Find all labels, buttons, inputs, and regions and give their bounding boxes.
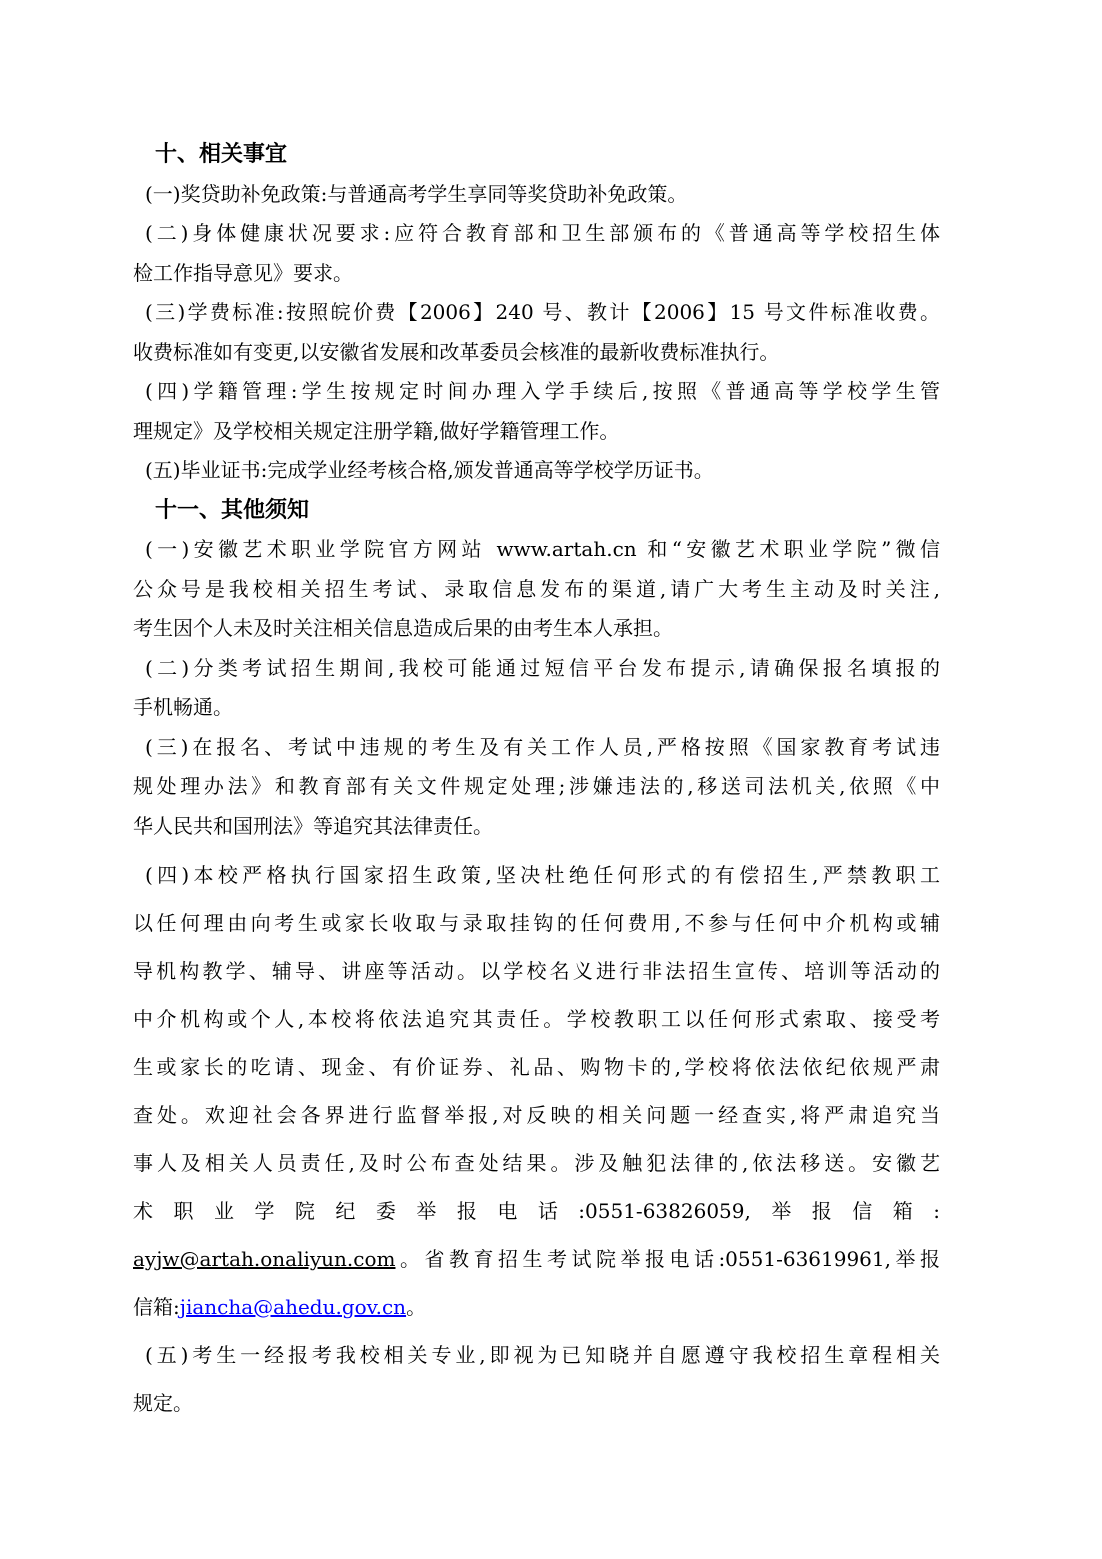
- text-line: (二)身体健康状况要求:应符合教育部和卫生部颁布的《普通高等学校招生体: [145, 221, 940, 245]
- text-line: 以任何理由向考生或家长收取与录取挂钩的任何费用,不参与任何中介机构或辅: [133, 911, 940, 935]
- section-ten-heading: 十、相关事宜: [155, 142, 288, 167]
- paragraph-eleven-5: [133, 1331, 940, 1427]
- paragraph-ten-1: [133, 175, 940, 215]
- text-line: 导机构教学、辅导、讲座等活动。以学校名义进行非法招生宣传、培训等活动的: [133, 959, 940, 983]
- text-line: (一)奖贷助补免政策:与普通高考学生享同等奖贷助补免政策。: [145, 181, 688, 206]
- paragraph-eleven-4: [133, 851, 940, 1331]
- email-link-ayjw[interactable]: ayjw@artah.onaliyun.com: [133, 1247, 396, 1271]
- text-line: 生或家长的吃请、现金、有价证券、礼品、购物卡的,学校将依法依纪依规严肃: [133, 1055, 940, 1079]
- text-line: (三)学费标准:按照皖价费【2006】240 号、教计【2006】15 号文件标准收费。: [145, 300, 940, 324]
- text-line: 考生因个人未及时关注相关信息造成后果的由考生本人承担。: [133, 616, 673, 640]
- text-line: 规处理办法》和教育部有关文件规定处理;涉嫌违法的,移送司法机关,依照《中: [133, 774, 940, 798]
- paragraph-eleven-3: [133, 728, 940, 847]
- text-line: 中介机构或个人,本校将依法追究其责任。学校教职工以任何形式索取、接受考: [133, 1007, 940, 1031]
- text-segment: 。: [406, 1295, 427, 1319]
- text-line: 收费标准如有变更,以安徽省发展和改革委员会核准的最新收费标准执行。: [133, 339, 780, 364]
- text-line: 手机畅通。: [133, 695, 233, 719]
- text-line: (二)分类考试招生期间,我校可能通过短信平台发布提示,请确保报名填报的: [145, 655, 940, 680]
- text-line: 理规定》及学校相关规定注册学籍,做好学籍管理工作。: [133, 418, 620, 443]
- document-content: [133, 135, 940, 1427]
- text-line: 公众号是我校相关招生考试、录取信息发布的渠道,请广大考生主动及时关注,: [133, 576, 940, 601]
- text-line: 事人及相关人员责任,及时公布查处结果。涉及触犯法律的,依法移送。安徽艺: [133, 1151, 940, 1175]
- text-line: (五)考生一经报考我校相关专业,即视为已知晓并自愿遵守我校招生章程相关: [145, 1343, 940, 1367]
- text-line: 检工作指导意见》要求。: [133, 260, 353, 285]
- text-line: (一)安徽艺术职业学院官方网站 www.artah.cn 和“安徽艺术职业学院”微信: [145, 537, 940, 561]
- paragraph-eleven-1: [133, 530, 940, 649]
- text-line: [133, 1283, 940, 1331]
- text-segment: 。省教育招生考试院举报电话:0551-63619961,举报: [395, 1247, 940, 1271]
- paragraph-ten-3: [133, 293, 940, 372]
- paragraph-ten-5: [133, 451, 940, 491]
- text-segment: 信箱:: [133, 1295, 180, 1319]
- text-line: 华人民共和国刑法》等追究其法律责任。: [133, 813, 493, 838]
- text-line: (五)毕业证书:完成学业经考核合格,颁发普通高等学校学历证书。: [145, 458, 714, 482]
- paragraph-ten-2: [133, 214, 940, 293]
- section-eleven-heading: 十一、其他须知: [155, 497, 310, 523]
- text-line: [133, 1235, 940, 1283]
- text-line: 术职业学院纪委举报电话:0551-63826059,举报信箱:: [133, 1199, 940, 1223]
- text-line: 查处。欢迎社会各界进行监督举报,对反映的相关问题一经查实,将严肃追究当: [133, 1103, 940, 1127]
- text-line: (三)在报名、考试中违规的考生及有关工作人员,严格按照《国家教育考试违: [145, 734, 940, 759]
- email-link-jiancha[interactable]: jiancha@ahedu.gov.cn: [179, 1295, 407, 1319]
- paragraph-eleven-2: [133, 649, 940, 728]
- paragraph-ten-4: [133, 372, 940, 451]
- text-line: 规定。: [133, 1391, 193, 1415]
- text-line: (四)学籍管理:学生按规定时间办理入学手续后,按照《普通高等学校学生管: [145, 379, 940, 403]
- text-line: (四)本校严格执行国家招生政策,坚决杜绝任何形式的有偿招生,严禁教职工: [145, 863, 940, 887]
